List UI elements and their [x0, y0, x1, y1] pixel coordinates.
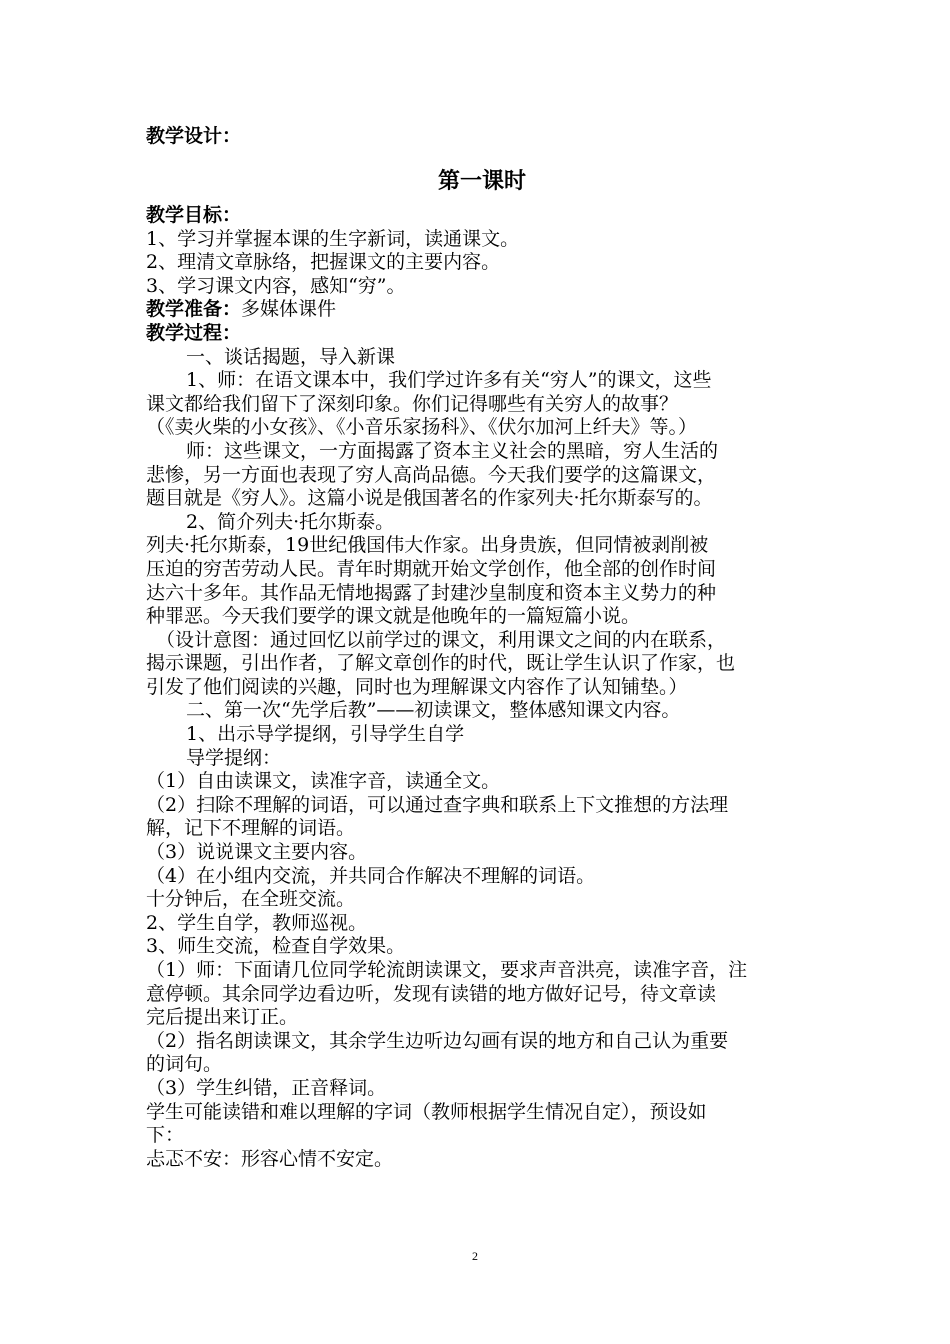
prep-label: 教学准备：: [146, 298, 242, 321]
body-line: 2、学生自学，教师巡视。: [146, 911, 368, 934]
body-line: 师：这些课文，一方面揭露了资本主义社会的黑暗，穷人生活的: [186, 439, 719, 462]
body-line: （3）说说课文主要内容。: [146, 841, 368, 864]
goal-item: 1、学习并掌握本课的生字新词，读通课文。: [146, 227, 520, 250]
body-line: 二、第一次“先学后教”——初读课文，整体感知课文内容。: [186, 699, 681, 722]
body-line: 悲惨，另一方面也表现了穷人高尚品德。今天我们要学的这篇课文，: [146, 463, 717, 486]
body-line: 忐忑不安：形容心情不安定。: [146, 1147, 394, 1170]
body-line: （1）师：下面请几位同学轮流朗读课文，要求声音洪亮，读准字音，注: [146, 959, 748, 981]
body-line: 引发了他们阅读的兴趣，同时也为理解课文内容作了认知铺垫。）: [146, 675, 688, 698]
body-line: （4）在小组内交流，并共同合作解决不理解的词语。: [146, 864, 596, 887]
body-line: 下：: [146, 1124, 185, 1147]
body-line: 学生可能读错和难以理解的字词（教师根据学生情况自定），预设如: [146, 1100, 707, 1123]
body-line: 压迫的穷苦劳动人民。青年时期就开始文学创作，他全部的创作时间: [146, 557, 717, 580]
body-line: （设计意图：通过回忆以前学过的课文，利用课文之间的内在联系，: [156, 628, 727, 651]
body-line: 种罪恶。今天我们要学的课文就是他晚年的一篇短篇小说。: [146, 605, 641, 628]
body-line: 题目就是《穷人》。这篇小说是俄国著名的作家列夫·托尔斯泰写的。: [146, 487, 713, 510]
goal-item: 3、学习课文内容，感知“穷”。: [146, 274, 406, 297]
body-line: 十分钟后，在全班交流。: [146, 888, 356, 911]
lesson-title: 第一课时: [437, 169, 526, 194]
body-line: （1）自由读课文，读准字音，读通全文。: [146, 770, 501, 793]
goals-label: 教学目标：: [146, 204, 242, 226]
body-line: 的词句。: [146, 1053, 223, 1076]
body-line: 一、谈话揭题，导入新课: [186, 345, 396, 368]
body-line: （2）指名朗读课文，其余学生边听边勾画有误的地方和自己认为重要: [146, 1029, 729, 1052]
body-line: 解，记下不理解的词语。: [146, 817, 356, 840]
document-page: [146, 123, 818, 1171]
body-line: 2、简介列夫·托尔斯泰。: [186, 510, 395, 533]
doc-heading: 教学设计：: [146, 125, 242, 147]
body-line: （3）学生纠错，正音释词。: [146, 1076, 387, 1099]
body-line: 揭示课题，引出作者，了解文章创作的时代，既让学生认识了作家，也: [146, 652, 736, 675]
body-line: 导学提纲：: [186, 746, 282, 769]
body-line: 意停顿。其余同学边看边听，发现有读错的地方做好记号，待文章读: [146, 982, 717, 1005]
prep-value: 多媒体课件: [241, 298, 337, 321]
body-line: 列夫·托尔斯泰，19世纪俄国伟大作家。出身贵族，但同情被剥削被: [146, 534, 709, 557]
body-line: 课文都给我们留下了深刻印象。你们记得哪些有关穷人的故事？: [146, 392, 679, 415]
body-line: 1、出示导学提纲，引导学生自学: [186, 723, 465, 746]
goal-item: 2、理清文章脉络，把握课文的主要内容。: [146, 251, 501, 274]
prep-row: [146, 298, 818, 322]
body-line: （2）扫除不理解的词语，可以通过查字典和联系上下文推想的方法理: [146, 793, 729, 816]
body-line: 1、师：在语文课本中，我们学过许多有关“穷人”的课文，这些: [186, 369, 712, 392]
process-label: 教学过程：: [146, 321, 242, 344]
body-line: 3、师生交流，检查自学效果。: [146, 935, 406, 958]
body-line: 达六十多年。其作品无情地揭露了封建沙皇制度和资本主义势力的种: [146, 581, 717, 604]
page-number: 2: [472, 1249, 478, 1263]
body-line: 完后提出来订正。: [146, 1006, 299, 1029]
body-line: （《卖火柴的小女孩》、《小音乐家扬科》、《伏尔加河上纤夫》等。）: [146, 416, 698, 439]
